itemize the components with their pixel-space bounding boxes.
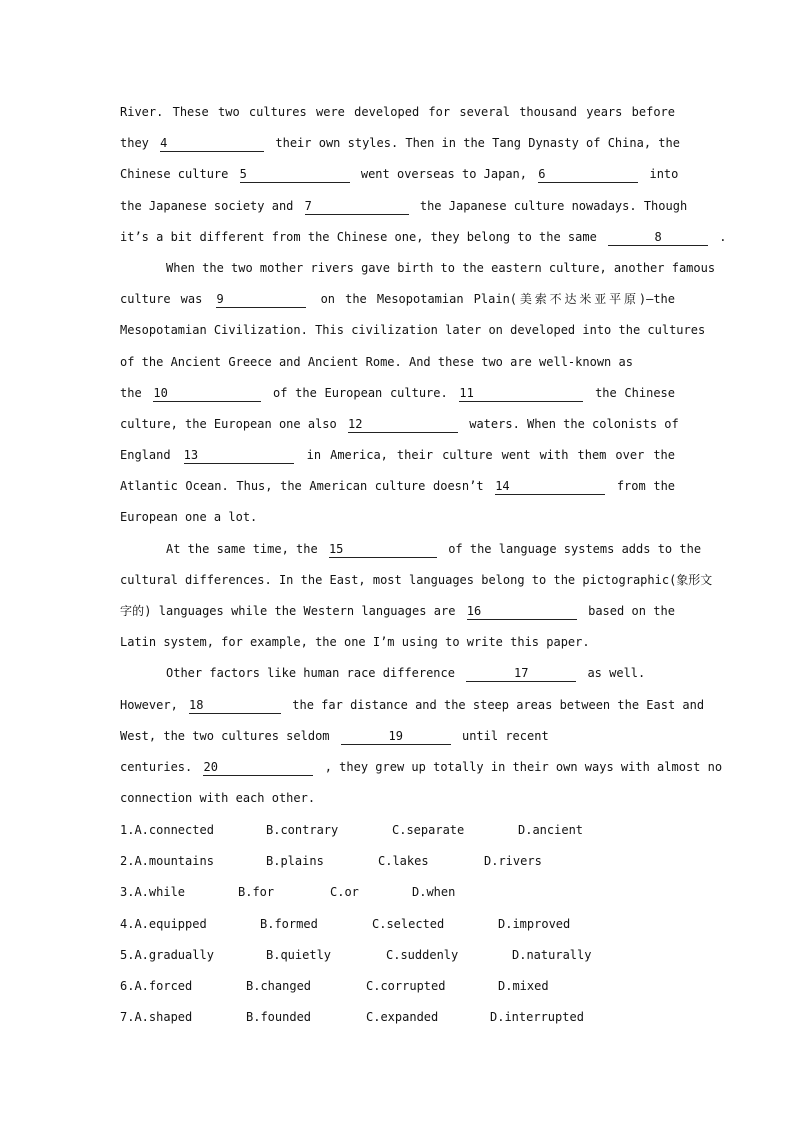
- passage-line: [120, 721, 675, 752]
- passage-text: the: [120, 385, 142, 400]
- passage-line: [120, 534, 702, 565]
- option-choice: 6.A.forced: [120, 978, 193, 993]
- question-options-7: [120, 1002, 680, 1033]
- passage-text: Mesopotamian Civilization. This civilization later on developed into the cultures: [120, 323, 706, 338]
- question-options-4: [120, 909, 680, 940]
- blank-6: 6: [538, 167, 638, 183]
- blank-12: 12: [348, 417, 458, 433]
- passage-line: [120, 752, 723, 783]
- blank-5: 5: [240, 167, 350, 183]
- blank-7: 7: [305, 199, 409, 215]
- passage-text: connection with each other.: [120, 791, 316, 806]
- passage-text: .: [719, 229, 727, 244]
- blank-8: 8: [608, 230, 708, 246]
- passage-text: European one a lot.: [120, 510, 258, 525]
- passage-line: [120, 128, 680, 159]
- passage-text: Latin system, for example, the one I’m using to write this paper.: [120, 635, 590, 650]
- passage-line: [120, 409, 679, 440]
- blank-9: 9: [216, 292, 306, 308]
- passage-line: [120, 159, 679, 190]
- question-options-5: [120, 940, 680, 971]
- passage-text: on the Mesopotamian Plain(美索不达米亚平原)—the: [320, 292, 675, 307]
- passage-line: [120, 284, 675, 315]
- passage-text: centuries.: [120, 759, 193, 774]
- option-choice: 3.A.while: [120, 885, 186, 900]
- passage-text: West, the two cultures seldom: [120, 728, 330, 743]
- option-choice: 4.A.equipped: [120, 916, 207, 931]
- option-choice: B.founded: [246, 1010, 312, 1025]
- option-choice: D.mixed: [498, 978, 549, 993]
- question-options-6: [120, 971, 680, 1002]
- passage-text: culture, the European one also: [120, 416, 337, 431]
- blank-20: 20: [203, 760, 313, 776]
- blank-13: 13: [184, 448, 294, 464]
- passage-text: it’s a bit different from the Chinese one, they belong to the same: [120, 229, 597, 244]
- passage-line: [120, 253, 716, 284]
- passage-text: they: [120, 136, 149, 151]
- passage-line: [120, 315, 706, 346]
- option-choice: C.suddenly: [386, 947, 459, 962]
- option-choice: C.corrupted: [366, 978, 446, 993]
- option-choice: 2.A.mountains: [120, 854, 214, 869]
- passage-text: the Chinese: [595, 385, 675, 400]
- option-choice: C.selected: [372, 916, 445, 931]
- option-choice: B.plains: [266, 854, 324, 869]
- option-choice: 1.A.connected: [120, 823, 214, 837]
- passage-text: in America, their culture went with them over the: [306, 448, 675, 463]
- option-choice: 5.A.gradually: [120, 947, 214, 962]
- passage-line: [120, 191, 688, 222]
- passage-line: [120, 222, 727, 253]
- passage-text: 字的) languages while the Western languages are: [120, 604, 456, 618]
- passage-text: the Japanese culture nowadays. Though: [419, 198, 688, 213]
- passage-text: At the same time, the: [166, 541, 318, 556]
- option-choice: C.expanded: [366, 1010, 439, 1025]
- passage-line: [120, 658, 675, 689]
- passage-line: [120, 440, 675, 471]
- passage-line: [120, 627, 675, 658]
- passage: [120, 97, 727, 814]
- passage-line: [120, 690, 705, 721]
- blank-14: 14: [495, 479, 605, 495]
- option-choice: B.changed: [246, 978, 312, 993]
- passage-text: Other factors like human race difference: [166, 666, 455, 681]
- passage-text: Chinese culture: [120, 167, 229, 182]
- passage-line: [120, 783, 675, 814]
- blank-15: 15: [329, 542, 437, 558]
- blank-4: 4: [160, 136, 264, 152]
- option-choice: D.ancient: [518, 823, 584, 837]
- blank-18: 18: [189, 698, 281, 714]
- passage-text: into: [649, 167, 679, 182]
- option-choice: D.naturally: [512, 947, 592, 962]
- passage-text: from the: [616, 479, 676, 494]
- blank-19: 19: [341, 729, 451, 745]
- passage-text: of the European culture.: [273, 385, 448, 400]
- passage-line: [120, 378, 675, 409]
- passage-text: culture was: [120, 292, 203, 307]
- passage-text: However,: [120, 697, 178, 712]
- passage-text: of the Ancient Greece and Ancient Rome. And these two are well-known as: [120, 354, 633, 369]
- passage-text: waters. When the colonists of: [469, 416, 679, 431]
- option-choice: D.interrupted: [490, 1010, 584, 1025]
- passage-line: [120, 347, 675, 378]
- passage-text: of the language systems adds to the: [448, 541, 702, 556]
- option-choice: 7.A.shaped: [120, 1010, 193, 1025]
- blank-10: 10: [153, 386, 261, 402]
- passage-text: River. These two cultures were developed for several thousand years before: [120, 105, 675, 119]
- passage-text: , they grew up totally in their own ways with almost no: [324, 759, 723, 774]
- question-options-2: [120, 846, 680, 877]
- blank-11: 11: [459, 386, 583, 402]
- option-choice: D.improved: [498, 916, 571, 931]
- passage-text: the Japanese society and: [120, 198, 294, 213]
- option-choice: B.quietly: [266, 947, 332, 962]
- passage-text: based on the: [588, 604, 675, 618]
- passage-line: [120, 97, 675, 128]
- passage-text: as well.: [587, 666, 646, 681]
- passage-text: When the two mother rivers gave birth to the eastern culture, another famous: [166, 260, 716, 275]
- passage-line: [120, 565, 713, 596]
- question-options-1: [120, 815, 680, 846]
- passage-line: [120, 596, 675, 627]
- blank-16: 16: [467, 604, 577, 620]
- passage-text: the far distance and the steep areas between the East and: [292, 697, 705, 712]
- question-options-3: [120, 877, 680, 908]
- passage-text: their own styles. Then in the Tang Dynasty of China, the: [275, 136, 680, 151]
- passage-text: until recent: [461, 728, 549, 743]
- answer-options: [120, 815, 680, 1033]
- passage-line: [120, 471, 675, 502]
- option-choice: C.lakes: [378, 854, 429, 869]
- passage-line: [120, 502, 675, 533]
- option-choice: B.for: [238, 885, 275, 900]
- option-choice: B.formed: [260, 916, 318, 931]
- option-choice: C.separate: [392, 823, 465, 837]
- passage-text: cultural differences. In the East, most languages belong to the pictographic(象形文: [120, 572, 713, 587]
- option-choice: D.rivers: [484, 854, 542, 869]
- passage-text: Atlantic Ocean. Thus, the American culture doesn’t: [120, 479, 484, 494]
- option-choice: B.contrary: [266, 823, 339, 837]
- option-choice: C.or: [330, 885, 359, 900]
- option-choice: D.when: [412, 885, 456, 900]
- blank-17: 17: [466, 666, 576, 682]
- passage-text: went overseas to Japan,: [360, 167, 528, 182]
- passage-text: England: [120, 448, 171, 463]
